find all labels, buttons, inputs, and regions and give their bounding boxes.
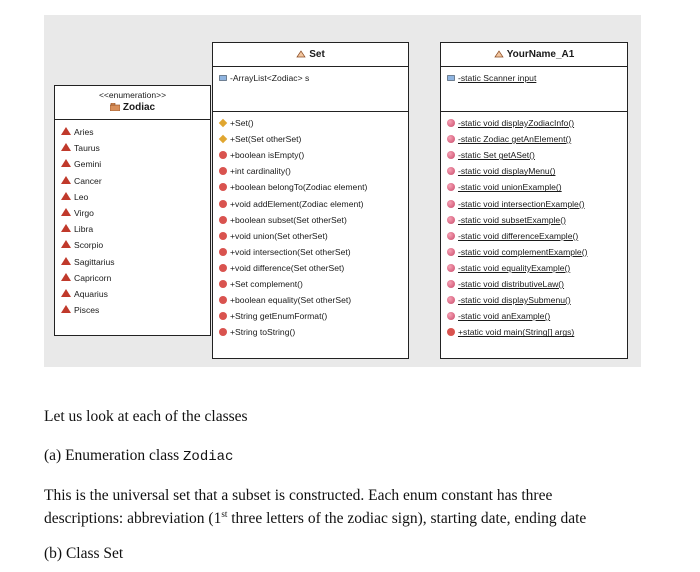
enum-constant-icon (61, 273, 71, 281)
public-method-icon (219, 296, 227, 304)
public-method-icon (219, 232, 227, 240)
private-method-icon (447, 216, 455, 224)
enum-constant: Taurus (61, 142, 100, 154)
set-field: -ArrayList<Zodiac> s (219, 72, 309, 84)
method-row: -static void equalityExample() (447, 262, 570, 274)
zodiac-code: Zodiac (183, 449, 234, 465)
public-method-icon (447, 328, 455, 336)
private-method-icon (447, 296, 455, 304)
public-method-icon (219, 312, 227, 320)
zodiac-title (55, 102, 210, 113)
private-method-icon (447, 200, 455, 208)
enum-constant-icon (61, 159, 71, 167)
enum-constant-icon (61, 257, 71, 265)
section-a-heading: (a) Enumeration class Zodiac (44, 447, 234, 465)
method-row: +boolean subset(Set otherSet) (219, 214, 347, 226)
zodiac-enum-box (54, 85, 211, 336)
method-row: +String toString() (219, 326, 295, 338)
method-row: +void addElement(Zodiac element) (219, 198, 364, 210)
private-method-icon (447, 232, 455, 240)
enum-constant-icon (61, 208, 71, 216)
yourname-field: -static Scanner input (447, 72, 536, 84)
method-row: -static void unionExample() (447, 181, 562, 193)
method-row: -static void intersectionExample() (447, 198, 585, 210)
enum-constant: Sagittarius (61, 256, 115, 268)
enum-constant: Scorpio (61, 239, 103, 251)
enum-package-icon (110, 103, 120, 111)
enum-constant-icon (61, 192, 71, 200)
method-row: -static Set getASet() (447, 149, 535, 161)
private-method-icon (447, 248, 455, 256)
enum-constant: Cancer (61, 175, 102, 187)
method-row: -static void distributiveLaw() (447, 278, 564, 290)
method-row: +Set() (219, 117, 254, 129)
method-row: +int cardinality() (219, 165, 291, 177)
enum-constant: Aquarius (61, 288, 108, 300)
yourname-name: YourName_A1 (506, 49, 575, 60)
method-row: -static void displayZodiacInfo() (447, 117, 574, 129)
enum-constant: Virgo (61, 207, 94, 219)
method-row: +void difference(Set otherSet) (219, 262, 344, 274)
class-icon (494, 50, 504, 58)
method-row: +boolean equality(Set otherSet) (219, 294, 351, 306)
yourname-class-box (440, 42, 628, 359)
method-row: -static void subsetExample() (447, 214, 566, 226)
private-method-icon (447, 167, 455, 175)
method-row: +Set complement() (219, 278, 303, 290)
method-row: -static void complementExample() (447, 246, 587, 258)
yourname-field-divider (441, 111, 627, 112)
method-row: -static void displaySubmenu() (447, 294, 571, 306)
method-row: +Set(Set otherSet) (219, 133, 301, 145)
section-b-heading: (b) Class Set (44, 545, 124, 562)
description-line-1: This is the universal set that a subset is constructed. Each enum constant has three (44, 487, 553, 504)
constructor-icon (219, 135, 227, 143)
private-method-icon (447, 280, 455, 288)
set-title-divider (213, 66, 408, 67)
yourname-title-divider (441, 66, 627, 67)
enum-constant-icon (61, 289, 71, 297)
set-title (213, 49, 408, 60)
set-class-box (212, 42, 409, 359)
method-row: -static void displayMenu() (447, 165, 555, 177)
method-row: +void intersection(Set otherSet) (219, 246, 351, 258)
class-icon (296, 50, 306, 58)
field-icon (219, 74, 227, 82)
zodiac-stereotype: <<enumeration>> (98, 90, 167, 100)
set-field-divider (213, 111, 408, 112)
enum-constant: Pisces (61, 304, 99, 316)
private-method-icon (447, 135, 455, 143)
public-method-icon (219, 248, 227, 256)
method-row: -static Zodiac getAnElement() (447, 133, 571, 145)
method-row: +static void main(String[] args) (447, 326, 574, 338)
private-method-icon (447, 264, 455, 272)
public-method-icon (219, 151, 227, 159)
public-method-icon (219, 167, 227, 175)
method-row: -static void differenceExample() (447, 230, 578, 242)
enum-constant-icon (61, 224, 71, 232)
field-icon (447, 74, 455, 82)
public-method-icon (219, 200, 227, 208)
enum-constant: Libra (61, 223, 93, 235)
method-row: +boolean belongTo(Zodiac element) (219, 181, 367, 193)
enum-constant: Leo (61, 191, 88, 203)
yourname-title (441, 49, 627, 60)
public-method-icon (219, 264, 227, 272)
enum-constant: Gemini (61, 158, 101, 170)
private-method-icon (447, 151, 455, 159)
enum-constant-icon (61, 176, 71, 184)
public-method-icon (219, 216, 227, 224)
enum-constant-icon (61, 240, 71, 248)
public-method-icon (219, 328, 227, 336)
public-method-icon (219, 280, 227, 288)
zodiac-name: Zodiac (122, 102, 156, 113)
enum-constant-icon (61, 305, 71, 313)
enum-constant: Aries (61, 126, 94, 138)
constructor-icon (219, 119, 227, 127)
public-method-icon (219, 183, 227, 191)
zodiac-divider (55, 119, 210, 120)
method-row: +boolean isEmpty() (219, 149, 304, 161)
private-method-icon (447, 119, 455, 127)
uml-class-diagram (44, 15, 641, 367)
description-line-2: descriptions: abbreviation (1st three letters of the zodiac sign), starting date, ending date (44, 509, 587, 528)
enum-constant: Capricorn (61, 272, 111, 284)
intro-text: Let us look at each of the classes (44, 408, 248, 425)
set-name: Set (309, 49, 325, 60)
enum-constant-icon (61, 127, 71, 135)
private-method-icon (447, 183, 455, 191)
method-row: +void union(Set otherSet) (219, 230, 328, 242)
method-row: -static void anExample() (447, 310, 550, 322)
method-row: +String getEnumFormat() (219, 310, 327, 322)
enum-constant-icon (61, 143, 71, 151)
private-method-icon (447, 312, 455, 320)
